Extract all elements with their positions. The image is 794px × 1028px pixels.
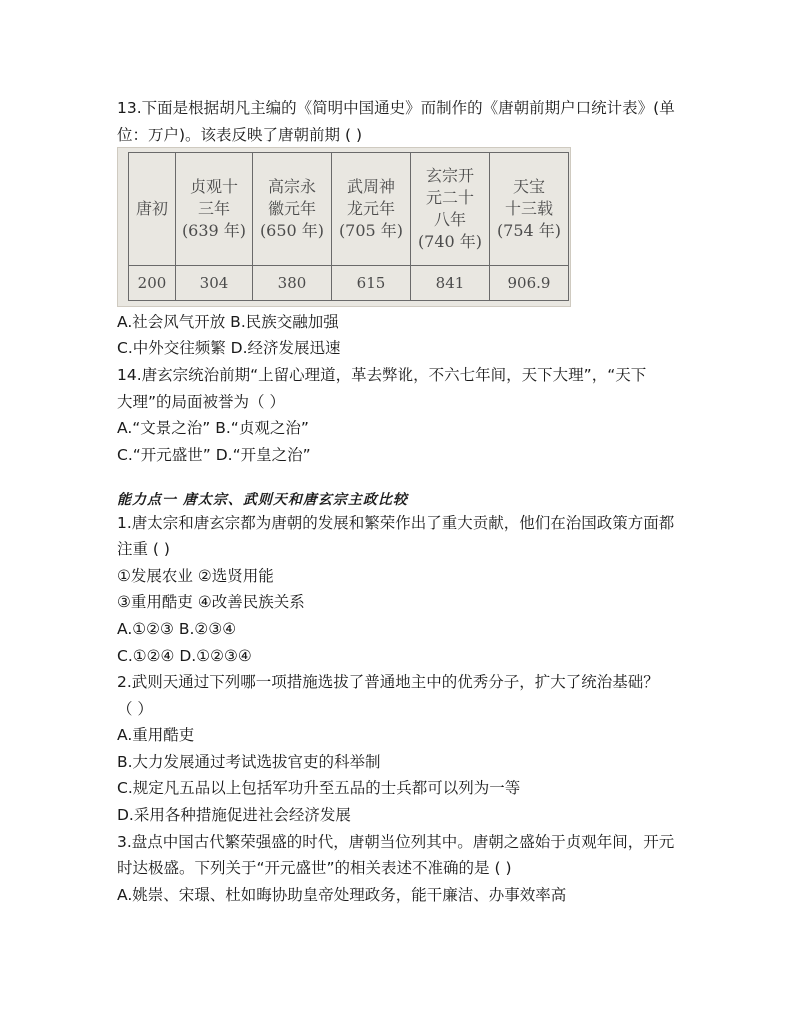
s1-items-34: ③重用酷吏 ④改善民族关系 xyxy=(117,593,305,611)
q13-options-cd: C.中外交往频繁 D.经济发展迅速 xyxy=(117,339,341,357)
q13-stem-line2: 位：万户)。该表反映了唐朝前期 ( ) xyxy=(117,126,362,144)
table-header-cell: 天宝 十三载 (754 年) xyxy=(490,153,569,266)
population-table xyxy=(128,152,569,301)
table-header-cell: 贞观十 三年 (639 年) xyxy=(176,153,253,266)
table-header-cell: 高宗永 徽元年 (650 年) xyxy=(253,153,332,266)
table-header-cell: 玄宗开 元二十 八年 (740 年) xyxy=(411,153,490,266)
s2-stem-line2: （ ） xyxy=(117,700,153,718)
table-header-row xyxy=(129,153,569,266)
s3-stem-line2: 时达极盛。下列关于“开元盛世”的相关表述不准确的是 ( ) xyxy=(117,859,512,877)
s2-stem-line1: 2.武则天通过下列哪一项措施选拔了普通地主中的优秀分子，扩大了统治基础？ xyxy=(117,673,659,691)
population-table-image xyxy=(117,147,571,307)
s2-option-c: C.规定凡五品以上包括军功升至五品的士兵都可以列为一等 xyxy=(117,779,521,797)
table-value-cell: 200 xyxy=(129,266,176,301)
s2-option-a: A.重用酷吏 xyxy=(117,726,195,744)
section-heading: 能力点一 唐太宗、武则天和唐玄宗主政比较 xyxy=(117,492,408,508)
s3-stem-line1: 3.盘点中国古代繁荣强盛的时代，唐朝当位列其中。唐朝之盛始于贞观年间，开元 xyxy=(117,833,675,851)
table-value-cell: 304 xyxy=(176,266,253,301)
s3-option-a: A.姚崇、宋璟、杜如晦协助皇帝处理政务，能干廉洁、办事效率高 xyxy=(117,886,567,904)
table-value-cell: 841 xyxy=(411,266,490,301)
s1-items-12: ①发展农业 ②选贤用能 xyxy=(117,567,274,585)
table-value-cell: 615 xyxy=(332,266,411,301)
table-value-row xyxy=(129,266,569,301)
q14-options-ab: A.“文景之治” B.“贞观之治” xyxy=(117,419,309,437)
q14-options-cd: C.“开元盛世” D.“开皇之治” xyxy=(117,446,311,464)
s2-option-b: B.大力发展通过考试选拔官吏的科举制 xyxy=(117,753,381,771)
s1-stem-line1: 1.唐太宗和唐玄宗都为唐朝的发展和繁荣作出了重大贡献，他们在治国政策方面都 xyxy=(117,514,675,532)
s1-stem-line2: 注重 ( ) xyxy=(117,540,170,558)
table-header-cell: 武周神 龙元年 (705 年) xyxy=(332,153,411,266)
table-value-cell: 380 xyxy=(253,266,332,301)
s1-options-ab: A.①②③ B.②③④ xyxy=(117,620,237,638)
table-header-cell: 唐初 xyxy=(129,153,176,266)
table-value-cell: 906.9 xyxy=(490,266,569,301)
s2-option-d: D.采用各种措施促进社会经济发展 xyxy=(117,806,351,824)
q13-stem-line1: 13.下面是根据胡凡主编的《简明中国通史》而制作的《唐朝前期户口统计表》(单 xyxy=(117,99,675,117)
s1-options-cd: C.①②④ D.①②③④ xyxy=(117,647,252,665)
q14-stem-line1: 14.唐玄宗统治前期“上留心理道，革去弊讹，不六七年间，天下大理”，“天下 xyxy=(117,366,647,384)
q13-options-ab: A.社会风气开放 B.民族交融加强 xyxy=(117,313,339,331)
q14-stem-line2: 大理”的局面被誉为（ ） xyxy=(117,393,285,411)
